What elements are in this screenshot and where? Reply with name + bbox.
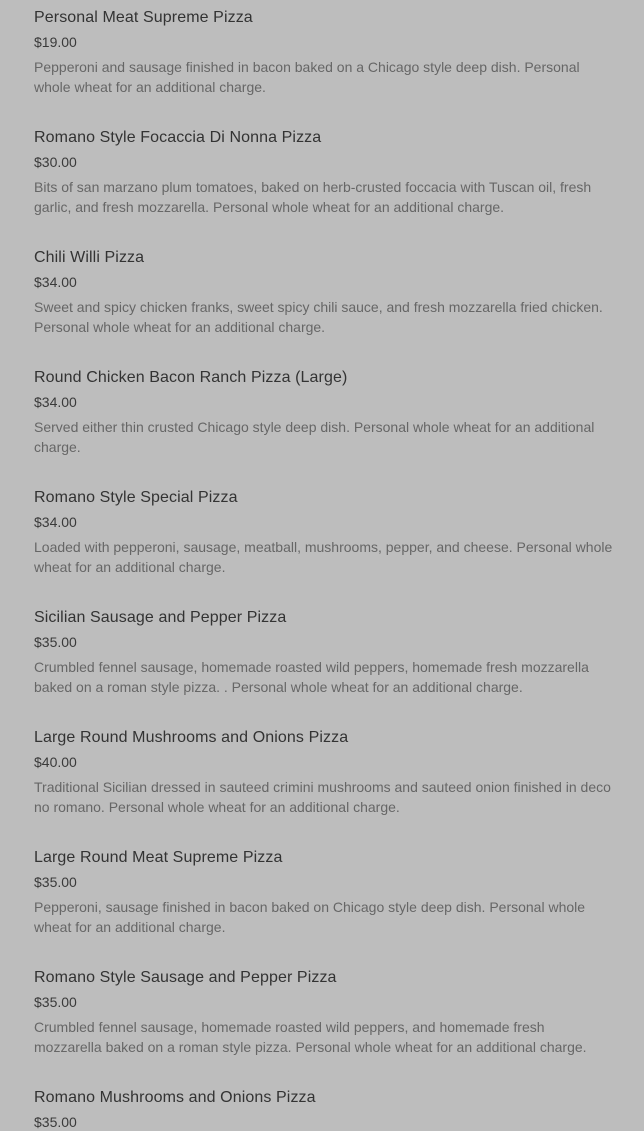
menu-item-title[interactable]: Romano Style Special Pizza [34,489,238,506]
menu-item[interactable] [34,248,614,337]
menu-item[interactable] [34,488,614,577]
menu-item-price: $35.00 [34,1114,77,1130]
menu-item[interactable] [34,1088,614,1131]
menu-item-title[interactable]: Round Chicken Bacon Ranch Pizza (Large) [34,369,348,386]
menu-item-title[interactable]: Personal Meat Supreme Pizza [34,9,253,26]
menu-item-description: Sweet and spicy chicken franks, sweet spicy chili sauce, and fresh mozzarella fried chicken. Personal whole wheat for an additional charge. [34,299,603,335]
menu-item-price: $35.00 [34,994,77,1010]
menu-item-description: Crumbled fennel sausage, homemade roasted wild peppers, homemade fresh mozzarella baked on a roman style pizza. . Personal whole wheat for an additional charge. [34,659,589,695]
menu-item-price: $34.00 [34,514,77,530]
menu-item-title[interactable]: Romano Style Focaccia Di Nonna Pizza [34,129,322,146]
menu-item-description: Pepperoni, sausage finished in bacon baked on Chicago style deep dish. Personal whole wheat for an additional charge. [34,899,586,935]
menu-item-description: Pepperoni and sausage finished in bacon baked on a Chicago style deep dish. Personal whole wheat for an additional charge. [34,59,580,95]
menu-item[interactable] [34,368,614,457]
menu-item-title[interactable]: Sicilian Sausage and Pepper Pizza [34,609,287,626]
menu-item[interactable] [34,608,614,697]
menu-item-price: $19.00 [34,34,77,50]
menu-item-price: $30.00 [34,154,77,170]
menu-item-price: $34.00 [34,274,77,290]
menu-item[interactable] [34,8,614,97]
menu-item-title[interactable]: Large Round Meat Supreme Pizza [34,849,283,866]
menu-item-description: Crumbled fennel sausage, homemade roasted wild peppers, and homemade fresh mozzarella baked on a roman style pizza. Personal whole wheat for an additional charge. [34,1019,587,1055]
menu-item[interactable] [34,728,614,817]
menu-item[interactable] [34,968,614,1057]
menu-item-title[interactable]: Large Round Mushrooms and Onions Pizza [34,729,349,746]
menu-item-description: Loaded with pepperoni, sausage, meatball, mushrooms, pepper, and cheese. Personal whole wheat for an additional charge. [34,539,613,575]
menu-item-description: Served either thin crusted Chicago style deep dish. Personal whole wheat for an additional charge. [34,419,595,455]
menu-item-price: $35.00 [34,874,77,890]
menu-item-price: $34.00 [34,394,77,410]
menu-item-description: Bits of san marzano plum tomatoes, baked on herb-crusted foccacia with Tuscan oil, fresh garlic, and fresh mozzarella. Personal whole wheat for an additional charge. [34,179,592,215]
menu-item-title[interactable]: Romano Style Sausage and Pepper Pizza [34,969,337,986]
menu-item[interactable] [34,128,614,217]
menu-item[interactable] [34,848,614,937]
menu-item-title[interactable]: Chili Willi Pizza [34,249,145,266]
menu-item-title[interactable]: Romano Mushrooms and Onions Pizza [34,1089,316,1106]
menu-item-price: $35.00 [34,634,77,650]
menu-item-description: Traditional Sicilian dressed in sauteed crimini mushrooms and sauteed onion finished in deco no romano. Personal whole wheat for an additional charge. [34,779,611,815]
menu-item-price: $40.00 [34,754,77,770]
